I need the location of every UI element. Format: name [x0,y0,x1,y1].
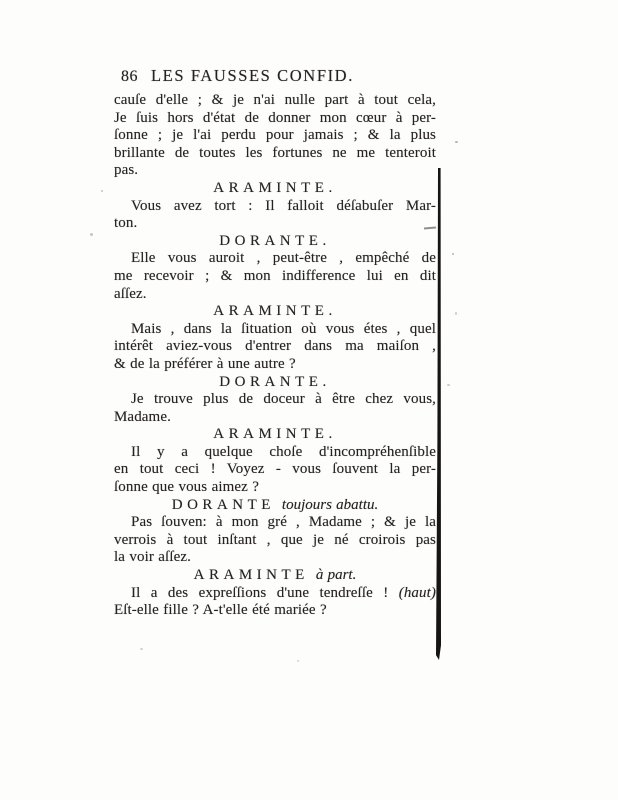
text-line [114,585,436,603]
speaker-heading [114,233,436,251]
running-header [114,66,436,86]
text-line: Pas ſouven: à mon gré , Madame ; & je la [131,514,436,531]
speaker-name: ARAMINTE. [213,426,337,443]
text-line: Elle vous auroit , peut-être , empêché de [131,250,436,267]
text-line: ſonne que vous aimez ? [114,479,259,496]
text-line: brillante de toutes les fortunes ne me tenteroit [114,144,436,161]
stage-direction-inline: (haut) [398,584,436,601]
text-line: ton. [114,215,138,232]
speaker-name: ARAMINTE. [213,303,337,320]
speaker-heading [114,567,436,585]
speaker-name: DORANTE. [219,373,331,390]
scan-speck [452,253,454,255]
scan-speck [447,384,450,386]
text-line: Je trouve plus de doceur à être chez vous, [131,391,436,408]
scan-speck [455,312,457,315]
stage-direction: à part. [315,567,357,584]
text-line: Mais , dans la ſituation où vous étes , quel [131,320,436,337]
text-line: ſonne ; je l'ai perdu pour jamais ; & la plus [114,127,436,144]
text-line: aſſez. [114,285,147,302]
scan-speck [297,660,299,662]
speaker-heading [114,426,436,444]
text-line: Madame. [114,408,171,425]
scan-speck [455,141,458,143]
text-line: en tout ceci ! Voyez - vous ſouvent la per- [114,461,436,478]
text-line: Eſt-elle fille ? A-t'elle été mariée ? [114,602,327,619]
speaker-name: ARAMINTE. [213,179,337,196]
scan-speck [101,190,103,192]
page-number: 86 [121,68,138,85]
text-segment: Il a des expreſſions d'une tendreſſe ! [131,584,389,601]
book-gutter-shadow [436,168,441,660]
text-line: Je ſuis hors d'état de donner mon cœur à per- [114,109,436,126]
speaker-heading [114,497,436,515]
stage-direction: toujours abattu. [281,496,379,513]
text-line: pas. [114,162,139,179]
speaker-heading [114,374,436,392]
text-line: cauſe d'elle ; & je n'ai nulle part à tout cela, [114,92,436,108]
text-line: Vous avez tort : Il falloit déſabuſer Mar- [131,197,436,214]
scan-speck [90,233,93,236]
speaker-name: ARAMINTE [193,567,309,584]
text-line: intérêt aviez-vous d'entrer dans ma maiſon , [114,338,436,355]
speaker-name: DORANTE [171,496,275,513]
speaker-heading [114,180,436,198]
text-column [114,66,436,620]
speaker-name: DORANTE. [219,232,331,249]
text-line: Il y a quelque choſe d'incompréhenſible [131,443,436,460]
running-title: LES FAUSSES CONFID. [151,66,354,85]
text-line: me recevoir ; & mon indifference lui en dit [114,267,436,284]
text-line: & de la préférer à une autre ? [114,355,296,372]
text-line: verrois à tout inſtant , que je né croirois pas [114,531,436,548]
scan-speck [140,648,143,650]
speaker-heading [114,303,436,321]
text-line: la voir aſſez. [114,549,191,566]
